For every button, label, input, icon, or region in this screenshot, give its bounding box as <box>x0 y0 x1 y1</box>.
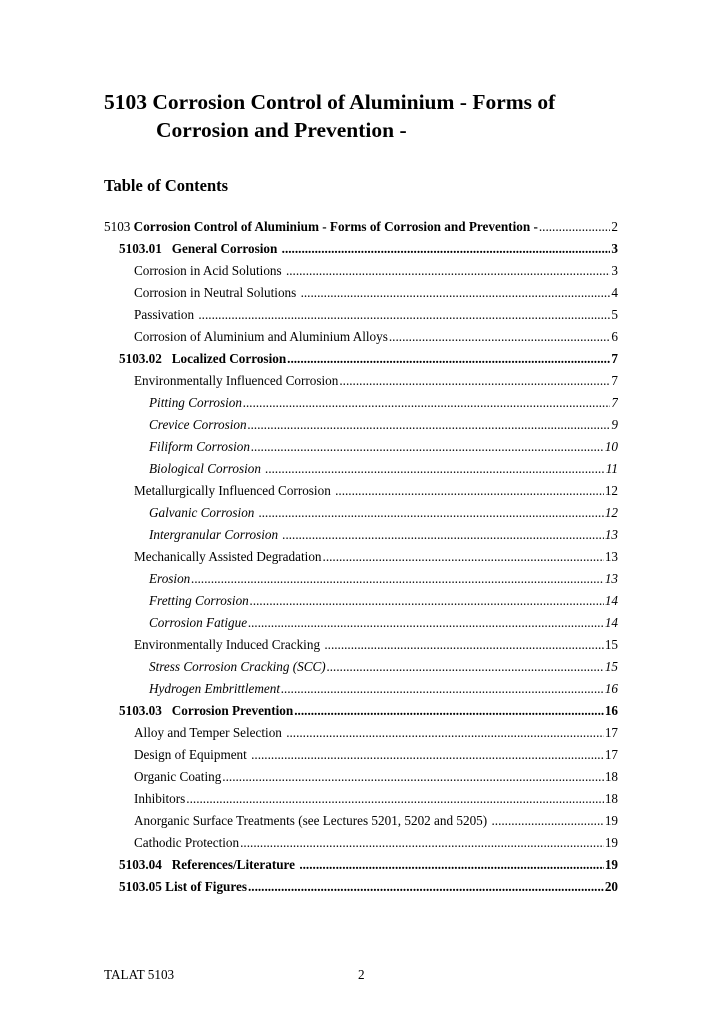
toc-entry[interactable] <box>104 810 618 832</box>
toc-entry-label <box>149 612 247 634</box>
toc-leader-dots <box>339 370 610 392</box>
toc-entry-label <box>149 414 247 436</box>
toc-entry-page: 19 <box>604 835 618 850</box>
toc-entry-title: 5103.05 List of Figures <box>119 879 247 894</box>
toc-leader-dots <box>324 634 603 656</box>
toc-entry[interactable] <box>104 788 618 810</box>
toc-leader-dots <box>250 590 604 612</box>
toc-entry-label <box>119 700 293 722</box>
toc-entry-page: 6 <box>611 329 618 344</box>
table-of-contents <box>104 216 618 898</box>
toc-entry-label <box>134 326 388 348</box>
toc-leader-dots <box>539 216 611 238</box>
toc-leader-dots <box>243 392 610 414</box>
toc-entry-label <box>134 304 197 326</box>
toc-entry[interactable] <box>104 832 618 854</box>
toc-entry-title: Corrosion Fatigue <box>149 615 248 630</box>
toc-entry[interactable] <box>104 854 618 876</box>
toc-entry-page: 14 <box>604 615 618 630</box>
toc-entry-title: 5103.02 Localized Corrosion <box>119 351 287 366</box>
toc-entry-page: 15 <box>604 659 618 674</box>
toc-entry-title: Cathodic Protection <box>134 835 240 850</box>
toc-entry[interactable] <box>104 348 618 370</box>
toc-entry-label <box>134 788 185 810</box>
toc-leader-dots <box>251 744 604 766</box>
document-title <box>104 88 555 144</box>
toc-entry-title: Galvanic Corrosion <box>149 505 258 520</box>
toc-entry-page: 12 <box>604 483 618 498</box>
toc-entry-page: 15 <box>604 637 618 652</box>
toc-entry-page: 3 <box>611 263 618 278</box>
toc-entry-title: Design of Equipment <box>134 747 251 762</box>
toc-entry-page: 17 <box>604 747 618 762</box>
toc-entry[interactable] <box>104 216 618 238</box>
toc-entry-page: 18 <box>604 769 618 784</box>
toc-entry-page: 20 <box>604 879 618 894</box>
toc-entry[interactable] <box>104 634 618 656</box>
toc-leader-dots <box>491 810 603 832</box>
toc-entry[interactable] <box>104 502 618 524</box>
toc-entry-page: 14 <box>604 593 618 608</box>
toc-entry-title: Hydrogen Embrittlement <box>149 681 280 696</box>
toc-entry-label <box>134 744 250 766</box>
toc-entry-label <box>149 392 242 414</box>
toc-entry-title: Filiform Corrosion <box>149 439 250 454</box>
toc-leader-dots <box>191 568 604 590</box>
toc-entry-page: 11 <box>605 461 618 476</box>
toc-entry[interactable] <box>104 700 618 722</box>
toc-entry[interactable] <box>104 766 618 788</box>
toc-entry-label <box>149 678 280 700</box>
toc-entry-label <box>134 766 221 788</box>
toc-entry-page: 19 <box>604 857 618 872</box>
toc-entry[interactable] <box>104 876 618 898</box>
toc-entry-title: Corrosion of Aluminium and Aluminium Alloys <box>134 329 388 344</box>
toc-leader-dots <box>389 326 611 348</box>
toc-entry[interactable] <box>104 480 618 502</box>
toc-entry-page: 13 <box>604 549 618 564</box>
toc-entry-title: 5103.03 Corrosion Prevention <box>119 703 294 718</box>
toc-entry-title: Environmentally Induced Cracking <box>134 637 324 652</box>
toc-entry-title: Alloy and Temper Selection <box>134 725 286 740</box>
toc-entry-title: Corrosion in Neutral Solutions <box>134 285 300 300</box>
toc-entry-title: Biological Corrosion <box>149 461 265 476</box>
toc-entry-label <box>134 260 285 282</box>
toc-entry-label <box>149 458 264 480</box>
toc-entry-title: Corrosion in Acid Solutions <box>134 263 285 278</box>
toc-entry-page: 9 <box>611 417 618 432</box>
toc-entry[interactable] <box>104 656 618 678</box>
toc-leader-dots <box>251 436 604 458</box>
toc-entry[interactable] <box>104 436 618 458</box>
toc-leader-dots <box>259 502 604 524</box>
toc-heading: Table of Contents <box>104 176 229 195</box>
toc-entry[interactable] <box>104 414 618 436</box>
toc-entry-label <box>119 238 281 260</box>
toc-entry-label <box>134 546 322 568</box>
toc-entry-title: Corrosion Control of Aluminium - Forms of Corrosion and Prevention - <box>133 219 538 234</box>
toc-leader-dots <box>286 260 610 282</box>
toc-entry-page: 13 <box>604 527 618 542</box>
toc-leader-dots <box>299 854 603 876</box>
toc-entry-page: 2 <box>611 219 618 234</box>
toc-entry-title: Passivation <box>134 307 198 322</box>
toc-entry-title: Stress Corrosion Cracking (SCC) <box>149 659 326 674</box>
toc-entry-label <box>119 876 247 898</box>
toc-entry[interactable] <box>104 568 618 590</box>
toc-entry[interactable] <box>104 524 618 546</box>
document-title-line-2: Corrosion and Prevention - <box>156 118 407 142</box>
toc-entry-label <box>134 282 300 304</box>
toc-leader-dots <box>186 788 604 810</box>
toc-entry-label <box>119 854 298 876</box>
toc-entry-page: 19 <box>604 813 618 828</box>
toc-leader-dots <box>248 612 604 634</box>
toc-entry-label <box>134 480 334 502</box>
footer-doc-id: TALAT 5103 <box>104 967 175 982</box>
toc-entry[interactable] <box>104 722 618 744</box>
toc-entry[interactable] <box>104 260 618 282</box>
toc-entry-title: Intergranular Corrosion <box>149 527 282 542</box>
toc-entry-page: 12 <box>604 505 618 520</box>
toc-entry-label <box>104 216 538 238</box>
toc-leader-dots <box>198 304 610 326</box>
toc-entry-page: 18 <box>604 791 618 806</box>
toc-entry-page: 7 <box>611 395 618 410</box>
toc-entry-title: Fretting Corrosion <box>149 593 249 608</box>
toc-leader-dots <box>281 678 604 700</box>
toc-entry-page: 16 <box>604 703 618 718</box>
toc-leader-dots <box>327 656 604 678</box>
toc-entry-label <box>134 832 239 854</box>
toc-entry[interactable] <box>104 744 618 766</box>
toc-entry[interactable] <box>104 238 618 260</box>
toc-entry-title: Anorganic Surface Treatments (see Lectures 5201, 5202 and 5205) <box>134 813 491 828</box>
toc-leader-dots <box>287 348 610 370</box>
toc-leader-dots <box>248 414 611 436</box>
toc-entry-title: Organic Coating <box>134 769 222 784</box>
toc-entry-prefix: 5103 <box>104 219 134 234</box>
toc-leader-dots <box>282 524 603 546</box>
toc-entry-label <box>149 656 326 678</box>
document-title-line-1: 5103 Corrosion Control of Aluminium - Forms of <box>104 90 556 114</box>
footer-page-number: 2 <box>358 967 365 982</box>
toc-leader-dots <box>335 480 604 502</box>
toc-leader-dots <box>294 700 604 722</box>
toc-entry-label <box>134 810 490 832</box>
toc-entry[interactable] <box>104 326 618 348</box>
toc-entry-page: 3 <box>611 241 618 256</box>
toc-entry[interactable] <box>104 612 618 634</box>
toc-entry[interactable] <box>104 590 618 612</box>
toc-entry-label <box>119 348 286 370</box>
toc-entry[interactable] <box>104 304 618 326</box>
toc-entry-label <box>149 590 249 612</box>
toc-entry-title: Erosion <box>149 571 191 586</box>
toc-entry-page: 7 <box>611 351 618 366</box>
toc-entry[interactable] <box>104 458 618 480</box>
toc-entry-label <box>134 722 285 744</box>
toc-entry-page: 5 <box>611 307 618 322</box>
toc-entry-label <box>134 634 323 656</box>
toc-entry-title: Mechanically Assisted Degradation <box>134 549 322 564</box>
toc-entry-page: 7 <box>611 373 618 388</box>
toc-entry[interactable] <box>104 370 618 392</box>
toc-entry-label <box>134 370 338 392</box>
toc-entry-page: 13 <box>604 571 618 586</box>
toc-entry[interactable] <box>104 678 618 700</box>
toc-entry-label <box>149 436 250 458</box>
toc-entry-title: Crevice Corrosion <box>149 417 247 432</box>
toc-leader-dots <box>265 458 605 480</box>
toc-entry-label <box>149 502 258 524</box>
toc-entry-title: 5103.01 General Corrosion <box>119 241 281 256</box>
toc-entry-title: Pitting Corrosion <box>149 395 242 410</box>
toc-entry-page: 17 <box>604 725 618 740</box>
toc-entry-title: 5103.04 References/Literature <box>119 857 299 872</box>
toc-leader-dots <box>222 766 604 788</box>
toc-entry[interactable] <box>104 546 618 568</box>
toc-entry[interactable] <box>104 282 618 304</box>
toc-entry-page: 4 <box>611 285 618 300</box>
toc-entry-label <box>149 568 190 590</box>
toc-leader-dots <box>240 832 604 854</box>
toc-leader-dots <box>282 238 611 260</box>
toc-entry-page: 16 <box>604 681 618 696</box>
toc-entry-title: Environmentally Influenced Corrosion <box>134 373 339 388</box>
toc-entry-title: Metallurgically Influenced Corrosion <box>134 483 335 498</box>
toc-leader-dots <box>323 546 604 568</box>
toc-entry[interactable] <box>104 392 618 414</box>
toc-entry-label <box>149 524 281 546</box>
toc-leader-dots <box>301 282 611 304</box>
toc-leader-dots <box>286 722 604 744</box>
toc-leader-dots <box>248 876 604 898</box>
toc-entry-page: 10 <box>604 439 618 454</box>
toc-entry-title: Inhibitors <box>134 791 186 806</box>
